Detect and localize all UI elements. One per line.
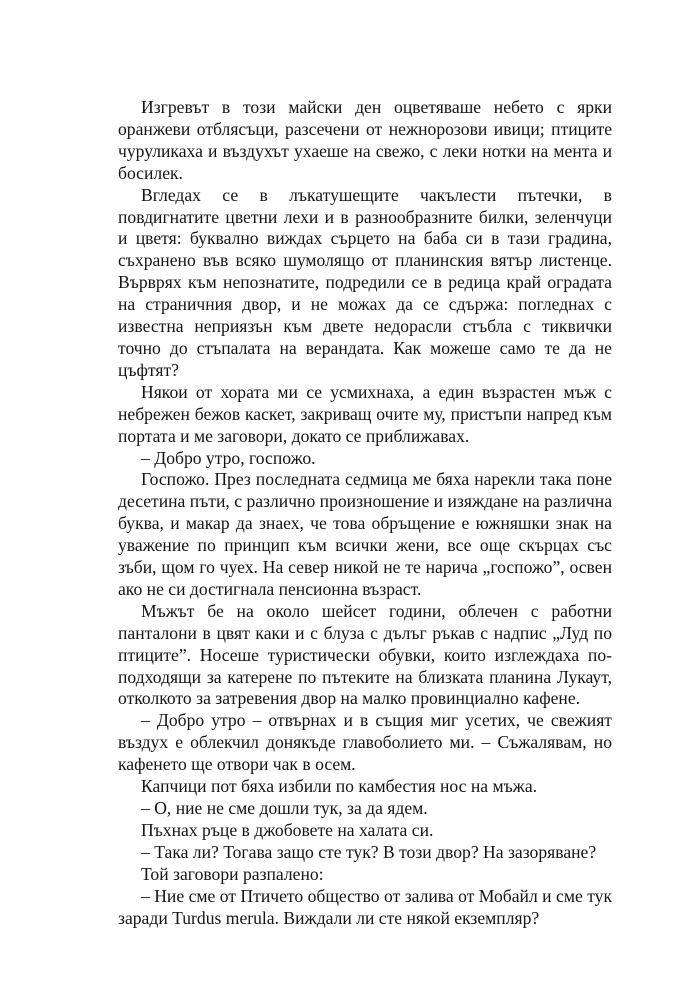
- paragraph-10: Пъхнах ръце в джобовете на халата си.: [141, 819, 434, 840]
- paragraph-1: Изгревът в този майски ден оцветяваше небето с ярки оранжеви отблясъци, разсечени от нежнорозови ивици; птиците чуруликаха и въздухът ухаеше на свежо, с леки нотки на мента и босилек.: [118, 97, 612, 183]
- body-text: [118, 97, 612, 929]
- paragraph-4-dialogue: – Добро утро, госпожо.: [141, 447, 316, 468]
- paragraph-5: Госпожо. През последната седмица ме бяха нарекли така поне десетина пъти, с различно произношение и изяждане на различна буква, и макар да знаех, че това обръщение е южняшки знак на уважение по принцип към всички жени, все още скърцах със зъби, щом го чуех. На север никой не те нарича „госпожо”, освен ако не си достигнала пенсионна възраст.: [118, 469, 612, 599]
- paragraph-12: Той заговори разпалено:: [141, 863, 324, 884]
- paragraph-9-dialogue: – О, ние не сме дошли тук, за да ядем.: [141, 798, 428, 818]
- paragraph-11-dialogue: – Така ли? Тогава защо сте тук? В този двор? На зазоряване?: [141, 841, 597, 862]
- paragraph-13-dialogue: – Ние сме от Птичето общество от залива от Мобайл и сме тук заради Turdus merula. Виждали ли сте някой екземпляр?: [118, 885, 612, 928]
- paragraph-7-dialogue: – Добро утро – отвърнах и в същия миг усетих, че свежият въздух е облекчил донякъде главоболието ми. – Съжалявам, но кафенето ще отвори чак в осем.: [118, 710, 612, 775]
- paragraph-6: Мъжът бе на около шейсет години, облечен с работни панталони в цвят каки и с блуза с дълъг ръкав с надпис „Луд по птиците”. Носеше туристически обувки, които изглеждаха по-подходящи за катерене по пътеките на близката планина Лукаут, отколкото за затревения двор на малко провинциално кафене.: [118, 600, 612, 709]
- paragraph-3: Някои от хората ми се усмихнаха, а един възрастен мъж с небрежен бежов каскет, закриващ очите му, пристъпи напред към портата и ме заговори, докато се приближавах.: [118, 381, 612, 446]
- paragraph-2: Вгледах се в лъкатушещите чакълести пътечки, в повдигнатите цветни лехи и в разнообразните билки, зеленчуци и цветя: буквално виждах сърцето на баба си в тази градина, съхранено във всяко шумолящо от планинския вятър листенце. Върврях към непознатите, подредили се в редица край оградата на страничния двор, и не можах да се сдържа: погледнах с известна неприязън към двете недорасли стъбла с тиквички точно до стъпалата на верандата. Как можеше само те да не цъфтят?: [118, 184, 612, 380]
- paragraph-8: Капчици пот бяха избили по камбестия нос на мъжа.: [141, 776, 538, 797]
